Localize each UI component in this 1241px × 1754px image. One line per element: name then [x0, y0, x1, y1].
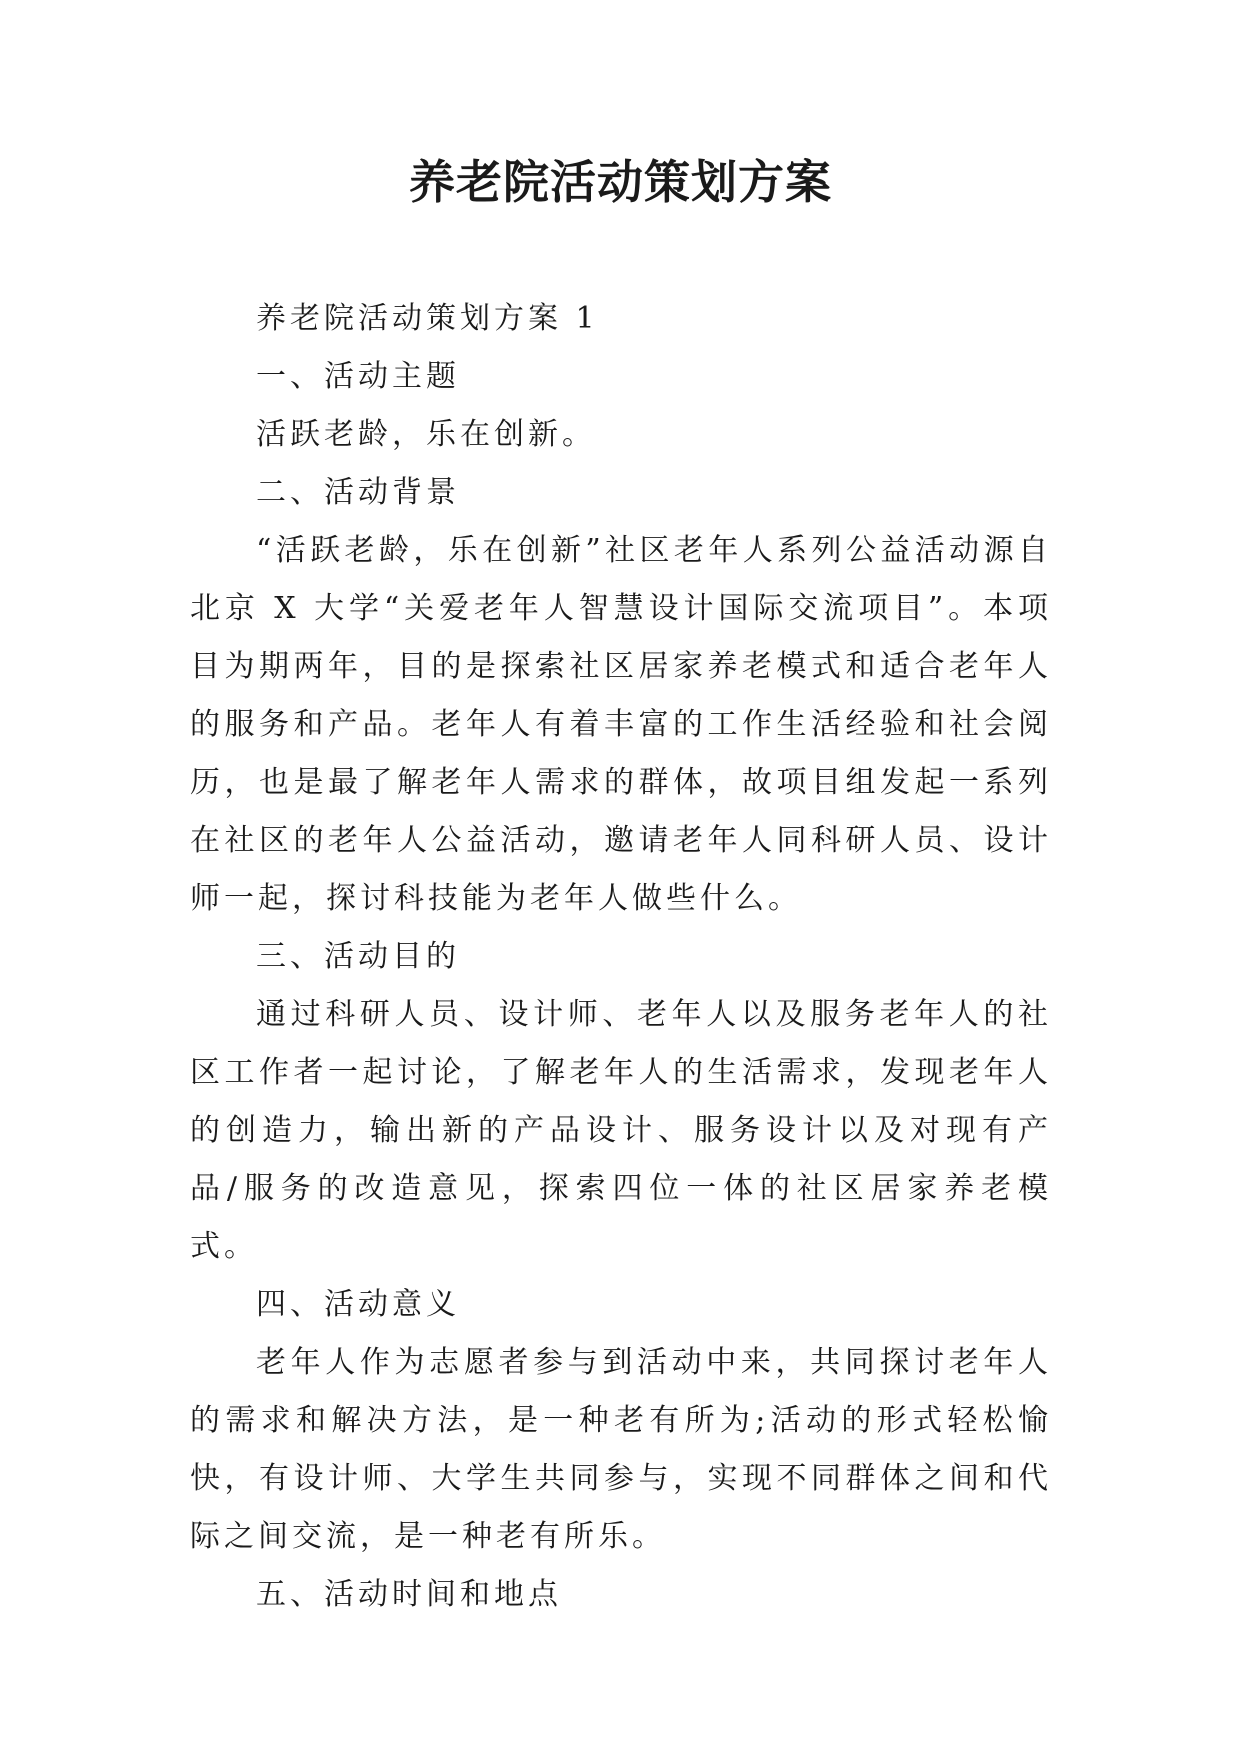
section-heading-significance: 四、活动意义 [256, 1287, 460, 1322]
section-body-purpose: 通过科研人员、设计师、老年人以及服务老年人的社区工作者一起讨论，了解老年人的生活需求，发现老年人的创造力，输出新的产品设计、服务设计以及对现有产品/服务的改造意见，探索四位一体的社区居家养老模式。 [190, 997, 1052, 1264]
section-body-background: “活跃老龄，乐在创新”社区老年人系列公益活动源自北京 X 大学“关爱老年人智慧设计国际交流项目”。本项目为期两年，目的是探索社区居家养老模式和适合老年人的服务和产品。老年人有着丰富的工作生活经验和社会阅历，也是最了解老年人需求的群体，故项目组发起一系列在社区的老年人公益活动，邀请老年人同科研人员、设计师一起，探讨科技能为老年人做些什么。 [190, 533, 1052, 916]
section-body-significance: 老年人作为志愿者参与到活动中来，共同探讨老年人的需求和解决方法，是一种老有所为;活动的形式轻松愉快，有设计师、大学生共同参与，实现不同群体之间和代际之间交流，是一种老有所乐。 [190, 1345, 1052, 1554]
section-body-theme: 活跃老龄，乐在创新。 [256, 417, 596, 452]
section-heading-purpose: 三、活动目的 [256, 939, 460, 974]
section-heading-background: 二、活动背景 [256, 475, 460, 510]
document-title: 养老院活动策划方案 [409, 155, 832, 209]
section-heading-time-place: 五、活动时间和地点 [256, 1577, 562, 1612]
section-heading-theme: 一、活动主题 [256, 359, 460, 394]
document-subtitle: 养老院活动策划方案 1 [256, 301, 599, 336]
document-body [190, 290, 1052, 1624]
